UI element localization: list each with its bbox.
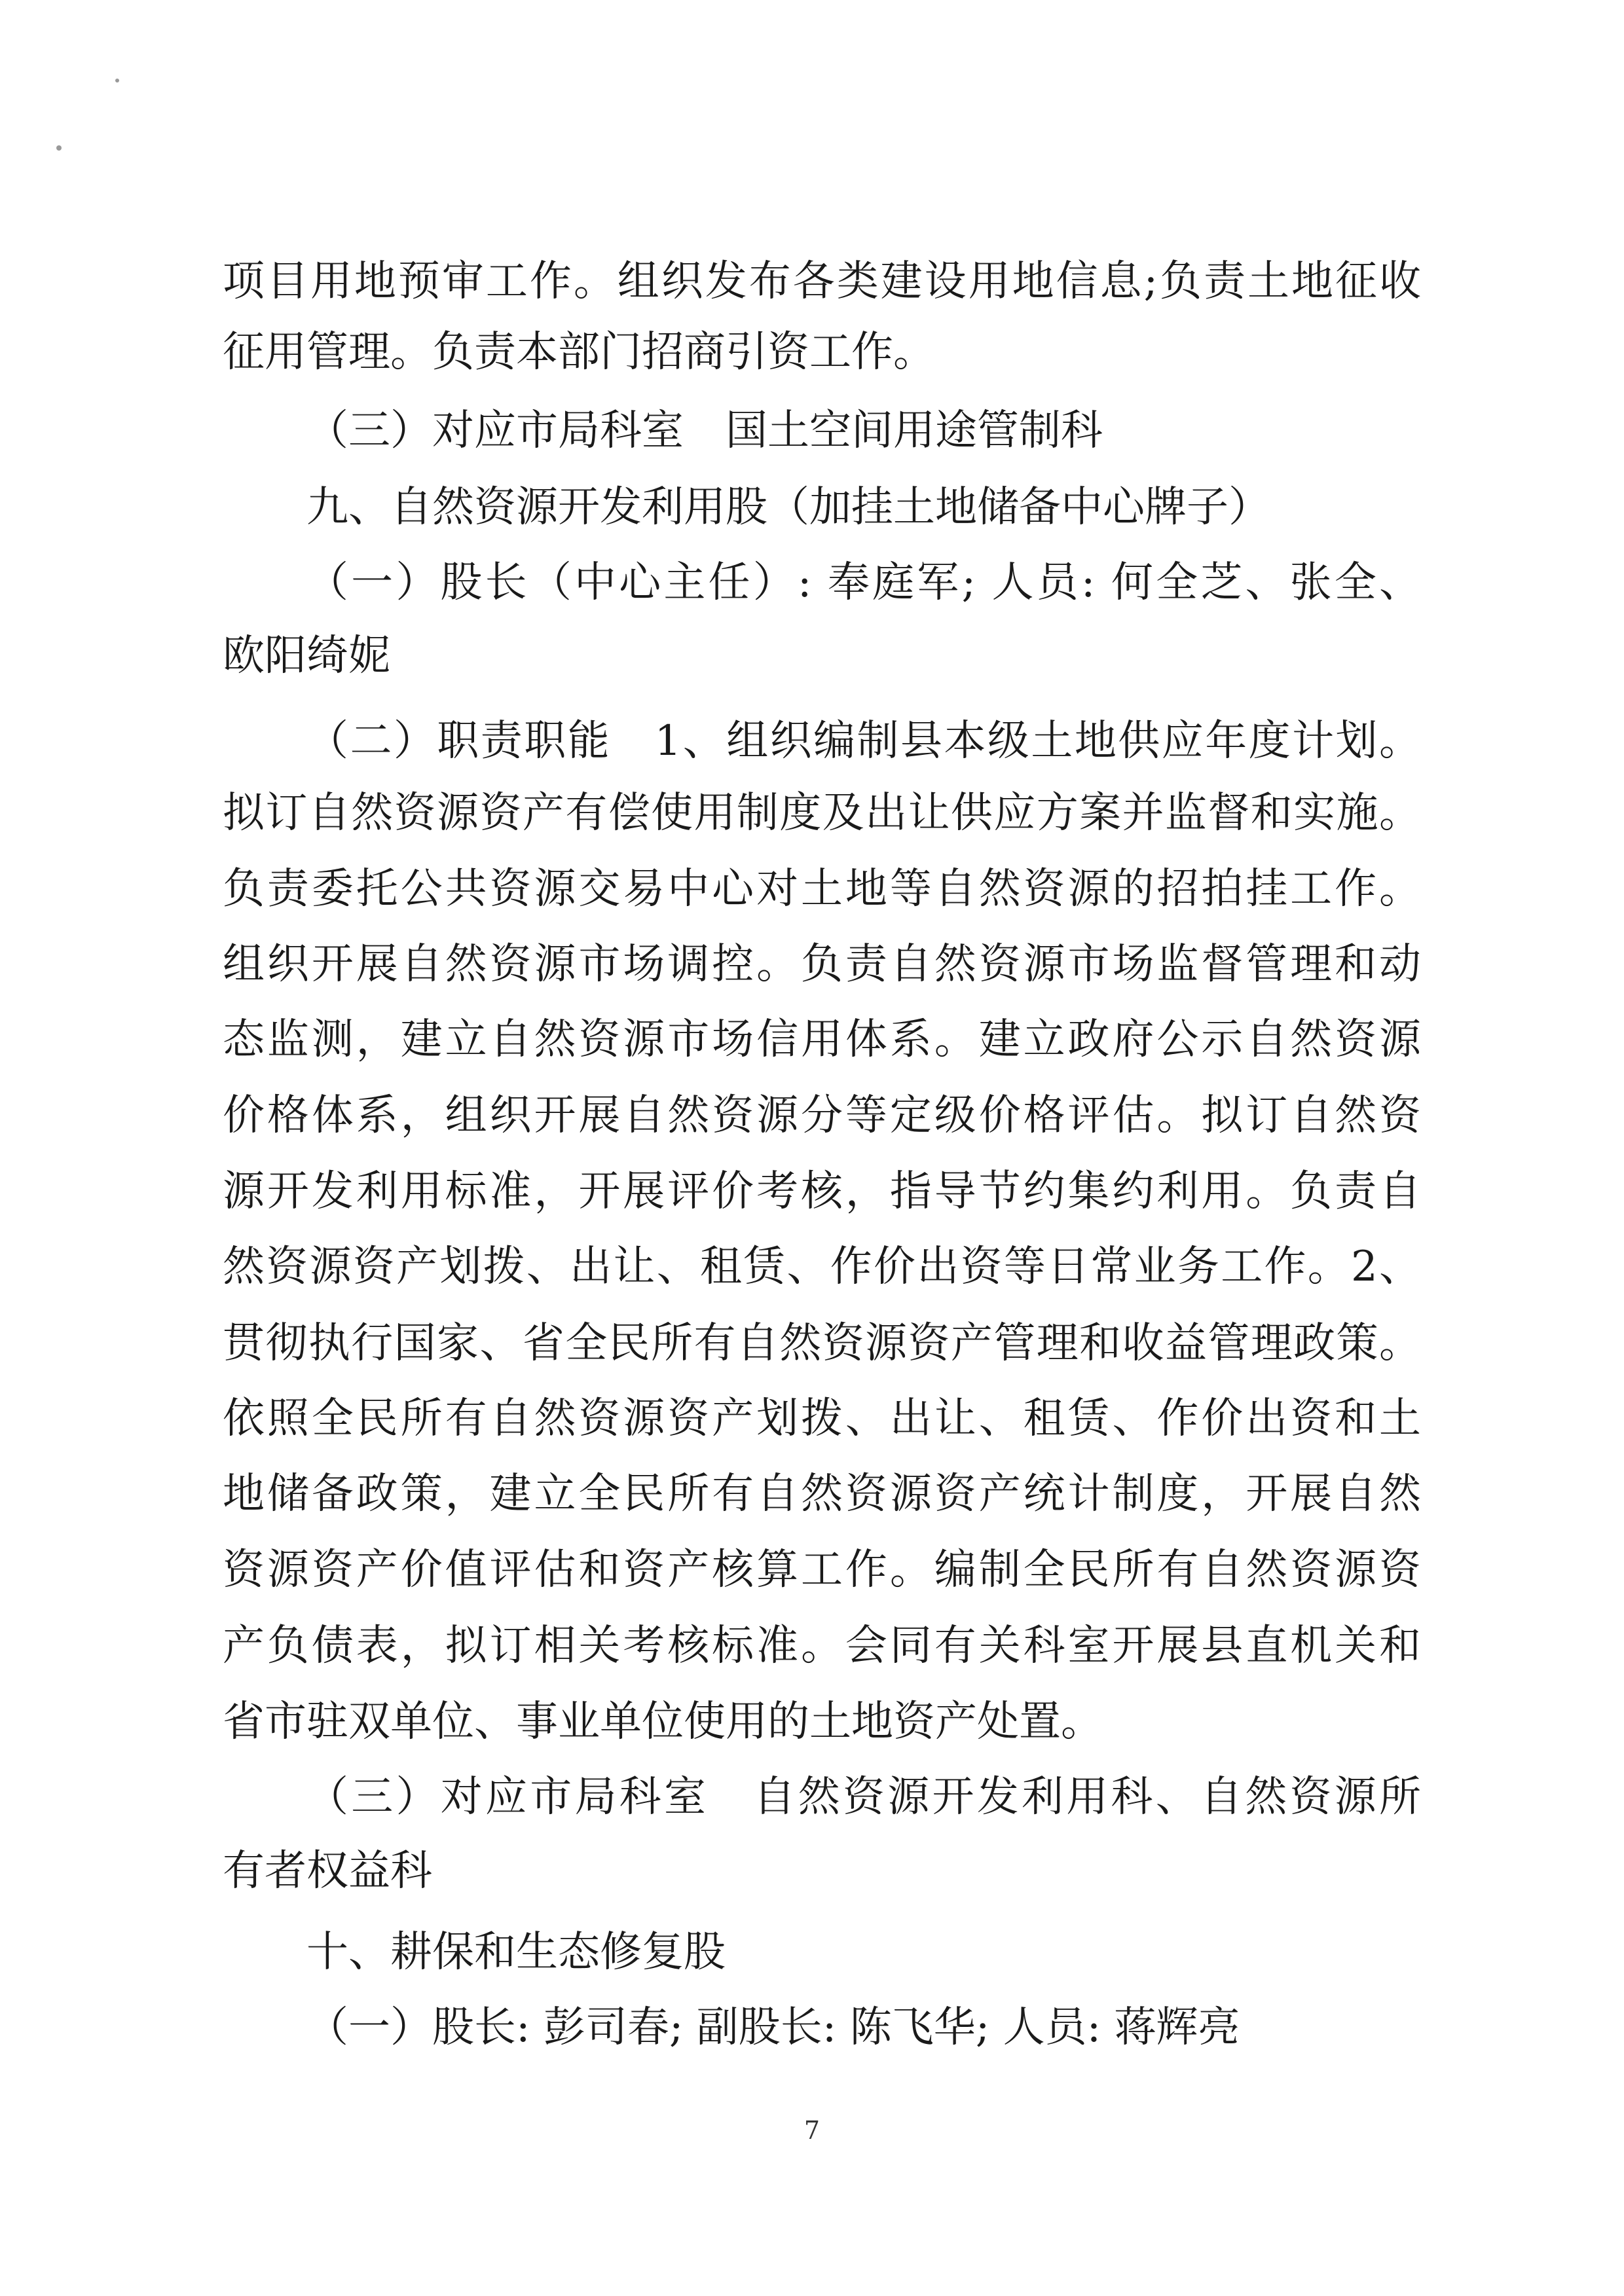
- body-line: 拟订自然资源资产有偿使用制度及出让供应方案并监督和实施。: [223, 789, 1421, 837]
- body-line: 价格体系，组织开展自然资源分等定级价格评估。拟订自然资: [223, 1091, 1421, 1140]
- body-line: 组织开展自然资源市场调控。负责自然资源市场监督管理和动: [223, 940, 1421, 989]
- body-line: 态监测，建立自然资源市场信用体系。建立政府公示自然资源: [223, 1015, 1421, 1064]
- scan-speck: [56, 145, 62, 151]
- body-line: 省市驻双单位、事业单位使用的土地资产处置。: [223, 1698, 1103, 1746]
- body-line: （二）职责职能 1、组织编制县本级土地供应年度计划。: [306, 717, 1421, 765]
- section-heading: 十、耕保和生态修复股: [306, 1928, 726, 1977]
- scan-speck: [115, 79, 119, 82]
- section-heading: 九、自然资源开发利用股（加挂土地储备中心牌子）: [306, 483, 1270, 532]
- body-line: 征用管理。负责本部门招商引资工作。: [223, 328, 935, 376]
- body-line: 然资源资产划拨、出让、租赁、作价出资等日常业务工作。2、: [223, 1243, 1421, 1291]
- body-line: 有者权益科: [223, 1847, 432, 1895]
- body-line: 贯彻执行国家、省全民所有自然资源资产管理和收益管理政策。: [223, 1319, 1421, 1368]
- body-line: （一）股长: 彭司春; 副股长: 陈飞华; 人员: 蒋辉亮: [306, 2003, 1240, 2052]
- page-number: 7: [803, 2116, 821, 2145]
- subsection-heading: （三）对应市局科室 国土空间用途管制科: [306, 407, 1103, 455]
- body-line: 依照全民所有自然资源资产划拨、出让、租赁、作价出资和土: [223, 1394, 1421, 1443]
- body-line: 欧阳绮妮: [223, 632, 390, 680]
- body-line: 项目用地预审工作。组织发布各类建设用地信息;负责土地征收: [223, 257, 1421, 306]
- body-line: 源开发利用标准，开展评价考核，指导节约集约利用。负责自: [223, 1167, 1421, 1216]
- body-line: 产负债表，拟订相关考核标准。会同有关科室开展县直机关和: [223, 1622, 1421, 1670]
- body-line: （一）股长（中心主任）: 奉庭军; 人员: 何全芝、张全、: [306, 558, 1421, 607]
- subsection-heading: （三）对应市局科室 自然资源开发利用科、自然资源所: [306, 1773, 1421, 1821]
- body-line: 负责委托公共资源交易中心对土地等自然资源的招拍挂工作。: [223, 865, 1421, 913]
- body-line: 地储备政策，建立全民所有自然资源资产统计制度，开展自然: [223, 1470, 1421, 1518]
- body-line: 资源资产价值评估和资产核算工作。编制全民所有自然资源资: [223, 1546, 1421, 1594]
